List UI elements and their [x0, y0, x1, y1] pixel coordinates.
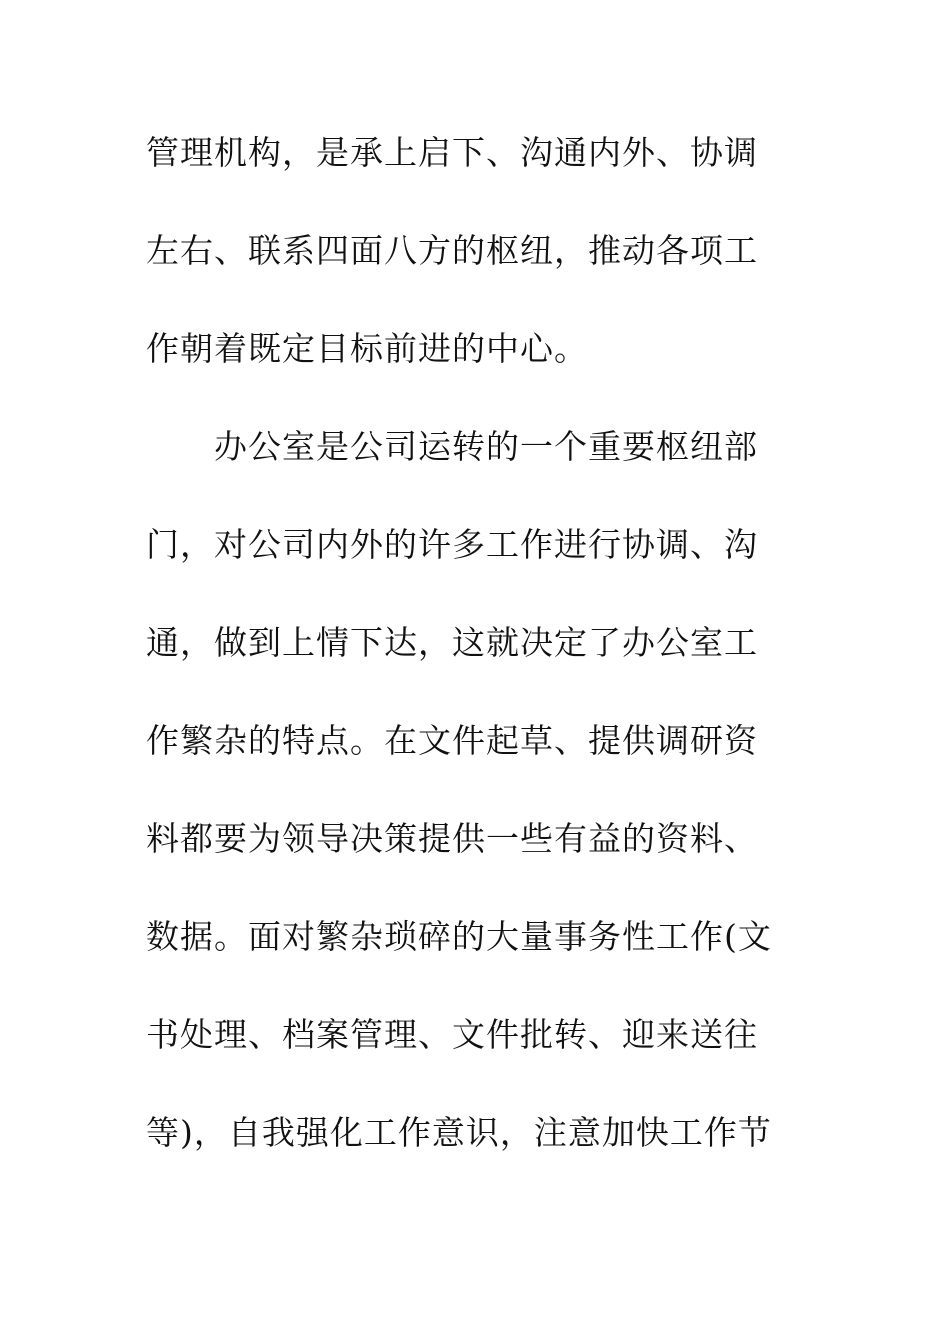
text-line: 料都要为领导决策提供一些有益的资料、	[146, 819, 758, 858]
text-line: 等)，自我强化工作意识，注意加快工作节	[146, 1113, 772, 1152]
text-line: 门，对公司内外的许多工作进行协调、沟	[146, 525, 758, 564]
text-line: 作朝着既定目标前进的中心。	[146, 329, 588, 368]
text-line: 管理机构，是承上启下、沟通内外、协调	[146, 133, 758, 172]
text-line: 数据。面对繁杂琐碎的大量事务性工作(文	[146, 917, 772, 956]
text-line: 左右、联系四面八方的枢纽，推动各项工	[146, 231, 758, 270]
paragraph-first-line: 办公室是公司运转的一个重要枢纽部	[214, 427, 758, 466]
text-line: 通，做到上情下达，这就决定了办公室工	[146, 623, 758, 662]
text-line: 书处理、档案管理、文件批转、迎来送往	[146, 1015, 758, 1054]
text-line: 作繁杂的特点。在文件起草、提供调研资	[146, 721, 758, 760]
